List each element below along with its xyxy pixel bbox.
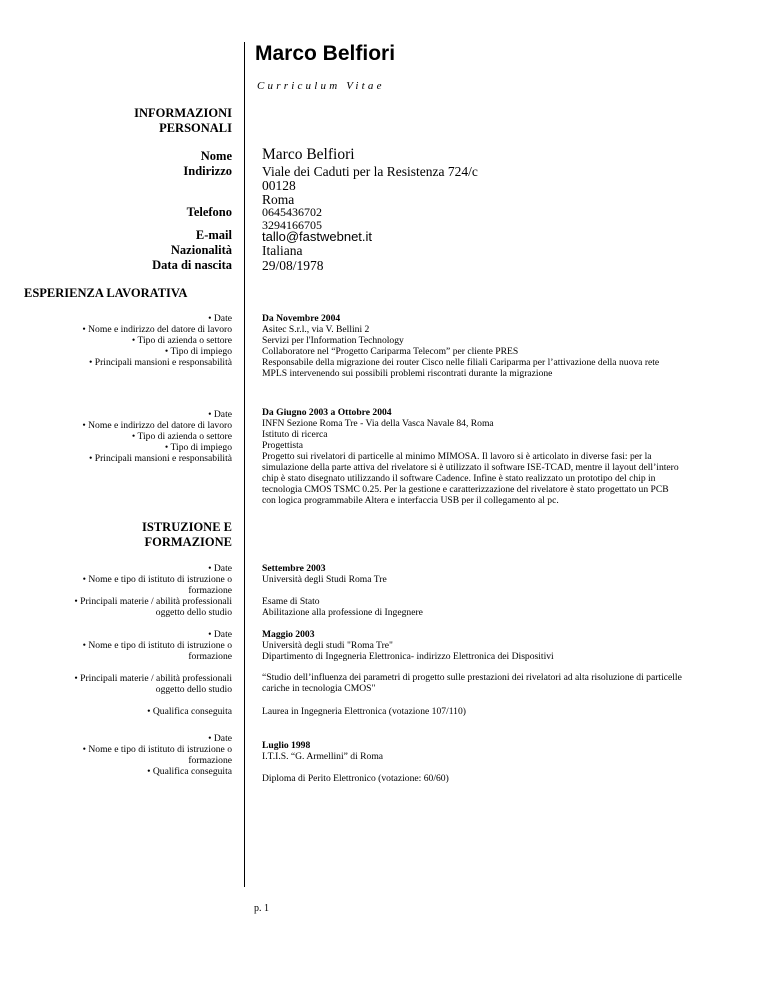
edu2-istituto-line1: Università degli studi "Roma Tre"	[262, 640, 393, 651]
edu2-label-qualifica: • Qualifica conseguita	[147, 706, 232, 717]
value-nazionalita: Italiana	[262, 243, 303, 258]
job2-mansioni-line2: simulazione della parte attiva del rivelatore si è utilizzato il software ISE-TCAD, mentre il layout dell’intero	[262, 462, 679, 473]
job1-mansioni-line2: MPLS intervenendo sui possibili problemi riscontrati durante la migrazione	[262, 368, 553, 379]
page-number: p. 1	[254, 903, 269, 914]
job1-label-settore: • Tipo di azienda o settore	[131, 335, 232, 346]
job2-settore: Istituto di ricerca	[262, 429, 328, 440]
edu1-materie-line1: Esame di Stato	[262, 596, 320, 607]
job2-mansioni-line5: con logica programmabile Altera e interfaccia USB per il collegamento al pc.	[262, 495, 559, 506]
edu3-label-istituto-line2: formazione	[188, 755, 232, 766]
job1-label-impiego: • Tipo di impiego	[164, 346, 232, 357]
job2-impiego: Progettista	[262, 440, 304, 451]
label-nazionalita: Nazionalità	[170, 243, 232, 257]
job2-datore: INFN Sezione Roma Tre - Via della Vasca Navale 84, Roma	[262, 418, 494, 429]
job1-datore: Asitec S.r.l., via V. Bellini 2	[262, 324, 370, 335]
job1-mansioni-line1: Responsabile della migrazione dei router Cisco nelle filiali Cariparma per l’attivazione della nuova rete	[262, 357, 660, 368]
value-indirizzo-line2: 00128	[262, 178, 296, 193]
job2-mansioni-line1: Progetto sui rivelatori di particelle al minimo MIMOSA. Il lavoro si è articolato in diverse fasi: per la	[262, 451, 652, 462]
job1-date: Da Novembre 2004	[262, 313, 341, 324]
edu3-label-date: • Date	[208, 733, 232, 744]
edu1-label-date: • Date	[208, 563, 232, 574]
job2-label-date: • Date	[208, 409, 232, 420]
vertical-divider	[244, 42, 245, 887]
job1-label-date: • Date	[208, 313, 232, 324]
value-nome: Marco Belfiori	[262, 146, 355, 163]
value-telefono-line1: 0645436702	[262, 205, 322, 219]
job2-label-mansioni: • Principali mansioni e responsabilità	[89, 453, 232, 464]
edu2-qualifica: Laurea in Ingegneria Elettronica (votazione 107/110)	[262, 706, 466, 717]
section-experience-title: ESPERIENZA LAVORATIVA	[24, 286, 188, 300]
edu2-label-materie-line2: oggetto dello studio	[155, 684, 232, 695]
edu1-date: Settembre 2003	[262, 563, 326, 574]
edu2-date: Maggio 2003	[262, 629, 315, 640]
value-nascita: 29/08/1978	[262, 258, 324, 273]
label-indirizzo: Indirizzo	[183, 164, 232, 178]
edu2-label-istituto-line2: formazione	[188, 651, 232, 662]
value-telefono-line2: 3294166705	[262, 218, 322, 232]
edu2-materie-line2: cariche in tecnologia CMOS"	[262, 683, 376, 694]
edu2-label-date: • Date	[208, 629, 232, 640]
section-personal-title: INFORMAZIONI PERSONALI	[134, 106, 232, 135]
edu2-label-istituto-line1: • Nome e tipo di istituto di istruzione o	[82, 640, 232, 651]
value-email[interactable]: tallo@fastwebnet.it	[262, 229, 373, 244]
cv-subtitle: Curriculum Vitae	[257, 80, 385, 92]
value-indirizzo-line3: Roma	[262, 192, 295, 207]
edu3-istituto: I.T.I.S. “G. Armellini” di Roma	[262, 751, 384, 762]
job1-impiego: Collaboratore nel “Progetto Cariparma Telecom” per cliente PRES	[262, 346, 519, 357]
job2-label-datore: • Nome e indirizzo del datore di lavoro	[82, 420, 232, 431]
job1-label-datore: • Nome e indirizzo del datore di lavoro	[82, 324, 232, 335]
job1-label-mansioni: • Principali mansioni e responsabilità	[89, 357, 232, 368]
job1-settore: Servizi per l'Information Technology	[262, 335, 404, 346]
label-email: E-mail	[195, 228, 232, 242]
job2-label-settore: • Tipo di azienda o settore	[131, 431, 232, 442]
edu1-label-istituto-line2: formazione	[188, 585, 232, 596]
edu3-label-istituto-line1: • Nome e tipo di istituto di istruzione o	[82, 744, 232, 755]
label-nome: Nome	[200, 149, 232, 163]
edu1-label-istituto-line1: • Nome e tipo di istituto di istruzione o	[82, 574, 232, 585]
label-telefono: Telefono	[186, 205, 232, 219]
cv-name-heading: Marco Belfiori	[255, 42, 396, 65]
edu1-label-materie-line1: • Principali materie / abilità professionali	[74, 596, 232, 607]
edu2-label-materie-line1: • Principali materie / abilità professionali	[74, 673, 232, 684]
edu2-materie-line1: “Studio dell’influenza dei parametri di progetto sulle prestazioni dei rivelatori ad alta risoluzione di particelle	[262, 672, 682, 683]
edu1-materie-line2: Abilitazione alla professione di Ingegnere	[262, 607, 423, 618]
job2-label-impiego: • Tipo di impiego	[164, 442, 232, 453]
job2-date: Da Giugno 2003 a Ottobre 2004	[262, 407, 392, 418]
edu3-label-qualifica: • Qualifica conseguita	[147, 766, 232, 777]
edu1-label-materie-line2: oggetto dello studio	[155, 607, 232, 618]
job2-mansioni-line4: tecnologia CMOS TSMC 0.25. Per la gestione e caratterizzazione del rivelatore è stato progettato un PCB	[262, 484, 669, 495]
job2-mansioni-line3: chip è stato disegnato utilizzando il software Cadence. Infine è stato realizzato un prototipo del chip in	[262, 473, 656, 484]
edu3-date: Luglio 1998	[262, 740, 311, 751]
value-indirizzo-line1: Viale dei Caduti per la Resistenza 724/c	[262, 164, 478, 179]
label-nascita: Data di nascita	[152, 258, 232, 272]
section-education-title: ISTRUZIONE E FORMAZIONE	[142, 520, 232, 549]
edu1-istituto: Università degli Studi Roma Tre	[262, 574, 387, 585]
edu2-istituto-line2: Dipartimento di Ingegneria Elettronica- indirizzo Elettronica dei Dispositivi	[262, 651, 554, 662]
edu3-qualifica: Diploma di Perito Elettronico (votazione: 60/60)	[262, 773, 449, 784]
